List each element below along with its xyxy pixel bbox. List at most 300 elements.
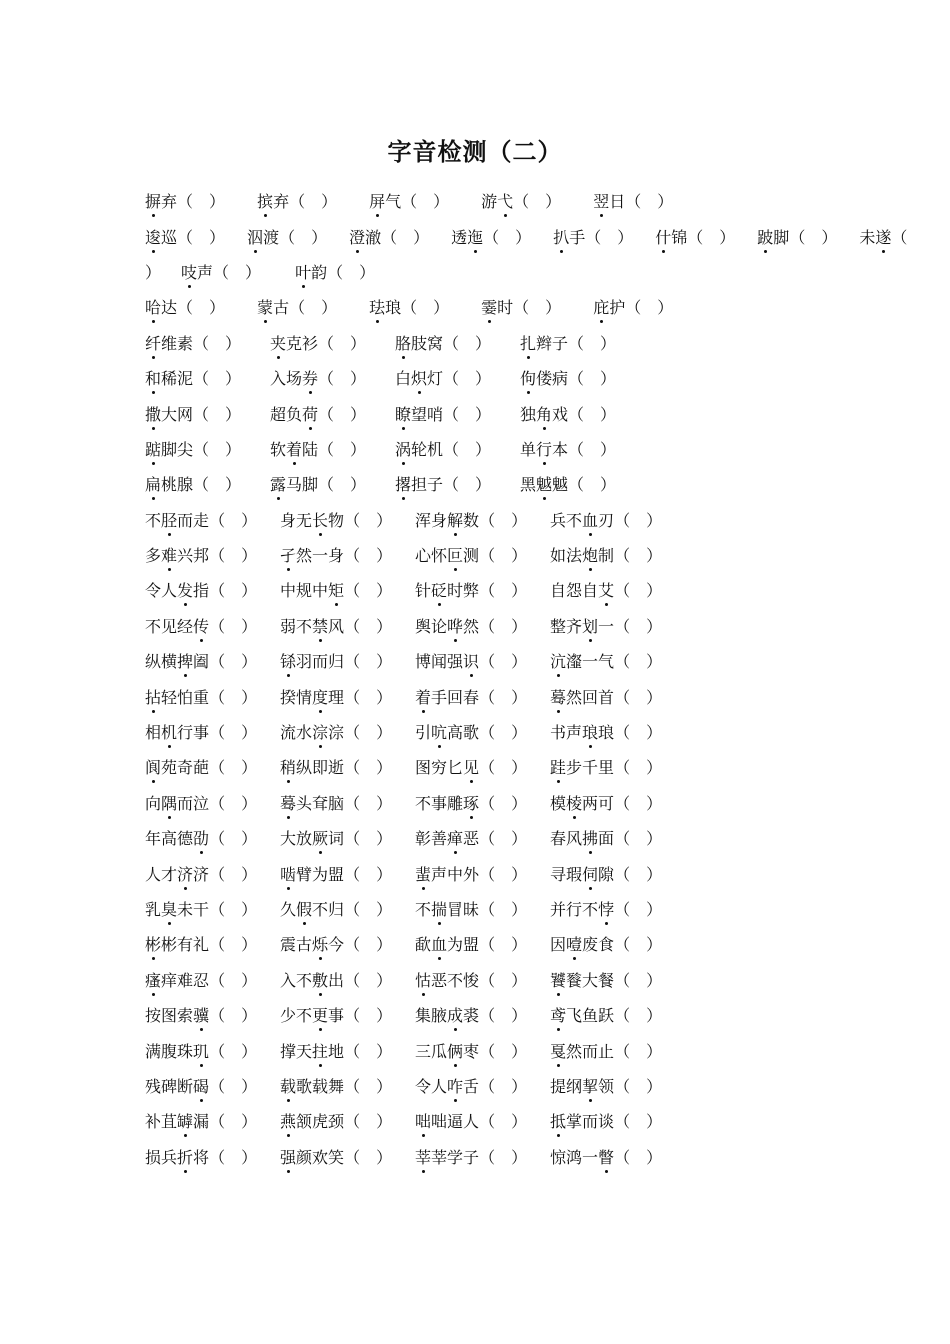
- answer-blank[interactable]: （ ）: [479, 1041, 528, 1061]
- emphasis-dot-char: 噎: [566, 932, 582, 955]
- word-item: [145, 791, 280, 814]
- emphasis-dot-char: 行: [536, 437, 552, 460]
- answer-blank[interactable]: （ ）: [344, 900, 393, 919]
- emphasis-dot-char: 悖: [598, 897, 614, 920]
- emphasis-dot-char: 见: [463, 755, 479, 778]
- answer-blank[interactable]: （ ）: [193, 369, 242, 389]
- word-item: [145, 649, 280, 672]
- answer-blank[interactable]: （ ）: [193, 439, 242, 459]
- answer-blank[interactable]: （ ）: [177, 298, 226, 318]
- answer-blank[interactable]: （ ）: [625, 298, 674, 318]
- answer-blank[interactable]: （ ）: [443, 369, 492, 389]
- emphasis-dot-char: 更: [312, 1003, 328, 1026]
- word-item: [270, 331, 395, 354]
- word-text: 心怀叵测: [415, 546, 479, 565]
- answer-blank[interactable]: （ ）: [614, 793, 663, 813]
- emphasis-dot-char: 隅: [161, 791, 177, 814]
- answer-blank[interactable]: （ ）: [614, 970, 663, 990]
- word-text: 扎辫子: [520, 334, 568, 353]
- word-item: [145, 331, 270, 354]
- question-row: [145, 537, 825, 572]
- answer-blank[interactable]: （ ）: [443, 475, 492, 495]
- emphasis-dot-char: 成: [447, 1003, 463, 1026]
- question-row: [145, 749, 825, 784]
- answer-blank[interactable]: （ ）: [401, 192, 450, 212]
- emphasis-dot-char: 罅: [177, 1109, 193, 1132]
- answer-blank[interactable]: （ ）: [614, 510, 663, 530]
- answer-blank[interactable]: （ ）: [209, 652, 258, 672]
- word-item: [859, 225, 907, 248]
- word-text: 佝偻病: [520, 369, 568, 388]
- answer-blank[interactable]: （ ）: [209, 935, 258, 955]
- emphasis-dot-char: 着: [415, 685, 431, 708]
- emphasis-dot-char: 琢: [463, 791, 479, 814]
- word-text: 铩羽而归: [280, 652, 344, 671]
- word-text: 燕颔虎颈: [280, 1112, 344, 1131]
- answer-blank[interactable]: （ ）: [483, 227, 532, 247]
- word-text: 模棱两可: [550, 794, 614, 813]
- answer-blank[interactable]: （ ）: [568, 475, 617, 495]
- answer-blank[interactable]: （ ）: [318, 404, 367, 424]
- answer-blank[interactable]: （ ）: [344, 1006, 393, 1026]
- emphasis-dot-char: 铩: [280, 649, 296, 672]
- word-text: 中规中矩: [280, 581, 344, 600]
- word-item: [280, 1003, 415, 1026]
- word-item: [280, 755, 415, 778]
- word-item: [655, 225, 735, 248]
- answer-blank[interactable]: （ ）: [568, 439, 617, 459]
- question-row: [145, 431, 825, 466]
- answer-blank[interactable]: （ ）: [614, 652, 663, 672]
- word-text: 纵横捭阖: [145, 652, 209, 671]
- emphasis-dot-char: 传: [193, 614, 209, 637]
- word-text: 强颜欢笑: [280, 1148, 344, 1167]
- answer-blank[interactable]: （ ）: [344, 1076, 393, 1096]
- answer-blank[interactable]: （ ）: [614, 935, 663, 955]
- page-title: 字音检测（二）: [387, 137, 563, 166]
- answer-blank[interactable]: （ ）: [209, 616, 258, 636]
- word-item: [415, 791, 550, 814]
- answer-blank[interactable]: （ ）: [614, 546, 663, 566]
- answer-blank[interactable]: （ ）: [209, 1076, 258, 1096]
- word-text: 蒙古: [257, 298, 289, 317]
- emphasis-dot-char: 划: [582, 614, 598, 637]
- answer-blank[interactable]: （ ）: [344, 864, 393, 884]
- word-text: 入场券: [270, 369, 318, 388]
- word-text: 久假不归: [280, 900, 344, 919]
- word-item: [415, 508, 550, 531]
- word-item: [395, 437, 520, 460]
- word-text: 扁桃腺: [145, 475, 193, 494]
- answer-blank[interactable]: （ ）: [193, 404, 242, 424]
- answer-blank[interactable]: （ ）: [443, 404, 492, 424]
- word-item: [145, 755, 280, 778]
- answer-blank[interactable]: （ ）: [479, 829, 528, 849]
- word-item: [415, 649, 550, 672]
- answer-blank[interactable]: （ ）: [625, 192, 674, 212]
- answer-blank[interactable]: （ ）: [443, 333, 492, 353]
- answer-blank[interactable]: （ ）: [614, 1041, 663, 1061]
- word-item: [415, 578, 550, 601]
- word-text: 超负荷: [270, 405, 318, 424]
- answer-blank[interactable]: （ ）: [479, 510, 528, 530]
- word-item: [415, 755, 550, 778]
- answer-blank[interactable]: （ ）: [789, 227, 838, 247]
- answer-blank[interactable]: （: [891, 227, 908, 247]
- question-row: [145, 855, 825, 890]
- word-text: 拈轻怕重: [145, 688, 209, 707]
- word-item: [270, 472, 395, 495]
- emphasis-dot-char: 烁: [312, 932, 328, 955]
- emphasis-dot-char: 咄: [415, 1109, 431, 1132]
- word-text: 彬彬有礼: [145, 935, 209, 954]
- word-item: [280, 1109, 415, 1132]
- answer-blank[interactable]: （ ）: [614, 581, 663, 601]
- answer-blank[interactable]: （ ）: [479, 1147, 528, 1167]
- word-text: 不揣冒昧: [415, 900, 479, 919]
- word-text: 撑天拄地: [280, 1042, 344, 1061]
- emphasis-dot-char: 胳: [395, 331, 411, 354]
- answer-blank[interactable]: （ ）: [479, 546, 528, 566]
- answer-blank[interactable]: （ ）: [209, 546, 258, 566]
- emphasis-dot-char: 炽: [411, 366, 427, 389]
- answer-blank[interactable]: （ ）: [513, 192, 562, 212]
- word-text: 摒弃: [145, 192, 177, 211]
- answer-blank[interactable]: （ ）: [209, 900, 258, 919]
- word-text: 黑魆魆: [520, 475, 568, 494]
- answer-blank[interactable]: （ ）: [344, 970, 393, 990]
- answer-blank[interactable]: （ ）: [614, 900, 663, 919]
- emphasis-dot-char: 俩: [447, 1039, 463, 1062]
- word-text: 什锦: [655, 228, 687, 247]
- word-text: 年高德劭: [145, 829, 209, 848]
- emphasis-dot-char: 蜚: [415, 862, 431, 885]
- word-item: [395, 402, 520, 425]
- answer-blank[interactable]: （ ）: [344, 1147, 393, 1167]
- emphasis-dot-char: 伺: [582, 862, 598, 885]
- word-item: [395, 366, 520, 389]
- word-text: 和稀泥: [145, 369, 193, 388]
- answer-blank[interactable]: （ ）: [213, 262, 262, 282]
- answer-blank[interactable]: （ ）: [479, 793, 528, 813]
- question-row: [145, 572, 825, 607]
- answer-blank[interactable]: （ ）: [344, 723, 393, 743]
- word-text: 不事雕琢: [415, 794, 479, 813]
- word-text: 撒大网: [145, 405, 193, 424]
- answer-blank[interactable]: （ ）: [344, 581, 393, 601]
- emphasis-dot-char: 扒: [553, 225, 569, 248]
- word-text: 图穷匕见: [415, 758, 479, 777]
- word-text: 按图索骥: [145, 1006, 209, 1025]
- word-item: [550, 1039, 685, 1062]
- word-text: 浑身解数: [415, 511, 479, 530]
- answer-blank[interactable]: （ ）: [479, 652, 528, 672]
- word-item: [270, 402, 395, 425]
- answer-blank[interactable]: （ ）: [344, 829, 393, 849]
- word-item: [145, 862, 280, 885]
- question-row: [145, 325, 825, 360]
- emphasis-dot-char: 迤: [467, 225, 483, 248]
- answer-blank[interactable]: （ ）: [209, 1041, 258, 1061]
- word-item: [550, 791, 685, 814]
- word-item: [145, 897, 280, 920]
- answer-blank[interactable]: （ ）: [614, 829, 663, 849]
- word-item: [415, 720, 550, 743]
- word-item: [550, 862, 685, 885]
- emphasis-dot-char: 假: [296, 897, 312, 920]
- word-item: [145, 720, 280, 743]
- word-text: 如法炮制: [550, 546, 614, 565]
- word-item: [145, 472, 270, 495]
- word-item: [415, 685, 550, 708]
- emphasis-dot-char: 拈: [145, 685, 161, 708]
- emphasis-dot-char: 长: [312, 508, 328, 531]
- answer-blank[interactable]: （ ）: [687, 227, 736, 247]
- emphasis-dot-char: 劭: [193, 826, 209, 849]
- emphasis-dot-char: 拂: [582, 826, 598, 849]
- answer-blank[interactable]: （ ）: [614, 687, 663, 707]
- answer-blank[interactable]: （ ）: [327, 262, 376, 282]
- answer-blank[interactable]: （ ）: [209, 1147, 258, 1167]
- word-text: 游弋: [481, 192, 513, 211]
- emphasis-dot-char: 挈: [582, 1074, 598, 1097]
- emphasis-dot-char: 济: [177, 862, 193, 885]
- word-item: [550, 543, 685, 566]
- word-item: [550, 508, 685, 531]
- emphasis-dot-char: 识: [463, 649, 479, 672]
- word-item: [280, 543, 415, 566]
- word-item: [280, 1074, 415, 1097]
- emphasis-dot-char: 魆: [536, 472, 552, 495]
- answer-blank[interactable]: （ ）: [193, 475, 242, 495]
- answer-blank[interactable]: （ ）: [209, 687, 258, 707]
- question-row: [145, 820, 825, 855]
- emphasis-dot-char: 折: [177, 1145, 193, 1168]
- emphasis-dot-char: 吭: [431, 720, 447, 743]
- word-text: 人才济济: [145, 865, 209, 884]
- question-row: [145, 395, 825, 430]
- answer-blank[interactable]: （ ）: [479, 864, 528, 884]
- answer-blank[interactable]: （ ）: [209, 970, 258, 990]
- answer-blank[interactable]: （ ）: [209, 1006, 258, 1026]
- answer-blank[interactable]: （ ）: [614, 1076, 663, 1096]
- answer-blank[interactable]: （ ）: [289, 192, 338, 212]
- answer-blank[interactable]: （ ）: [479, 970, 528, 990]
- answer-blank[interactable]: （ ）: [443, 439, 492, 459]
- answer-blank[interactable]: （ ）: [479, 616, 528, 636]
- answer-blank[interactable]: （ ）: [479, 1076, 528, 1096]
- word-item: [145, 578, 280, 601]
- word-text: 踮脚尖: [145, 440, 193, 459]
- word-text: 春风拂面: [550, 829, 614, 848]
- answer-blank[interactable]: （ ）: [344, 793, 393, 813]
- answer-blank[interactable]: （ ）: [479, 1006, 528, 1026]
- emphasis-dot-char: 捭: [177, 649, 193, 672]
- word-item: [280, 649, 415, 672]
- emphasis-dot-char: 和: [145, 366, 161, 389]
- word-text: 大放厥词: [280, 829, 344, 848]
- answer-blank[interactable]: （ ）: [479, 687, 528, 707]
- word-item: [593, 189, 673, 212]
- emphasis-dot-char: 玑: [193, 1039, 209, 1062]
- emphasis-dot-char: 庇: [593, 295, 609, 318]
- emphasis-dot-char: 涡: [395, 437, 411, 460]
- question-row: [145, 678, 825, 713]
- word-text: 蜚声中外: [415, 865, 479, 884]
- word-text: 流水淙淙: [280, 723, 344, 742]
- emphasis-dot-char: 瞥: [598, 1145, 614, 1168]
- word-item: [280, 862, 415, 885]
- emphasis-dot-char: 荷: [302, 402, 318, 425]
- emphasis-dot-char: 稍: [280, 755, 296, 778]
- emphasis-dot-char: 蒙: [257, 295, 273, 318]
- answer-blank[interactable]: （ ）: [344, 510, 393, 530]
- word-text: 博闻强识: [415, 652, 479, 671]
- answer-blank[interactable]: （ ）: [344, 758, 393, 778]
- emphasis-dot-char: 艾: [598, 578, 614, 601]
- answer-blank[interactable]: （ ）: [479, 935, 528, 955]
- answer-blank[interactable]: （ ）: [614, 723, 663, 743]
- answer-blank[interactable]: （ ）: [209, 758, 258, 778]
- word-text: 震古烁今: [280, 935, 344, 954]
- word-item: [550, 649, 685, 672]
- word-text: 哈达: [145, 298, 177, 317]
- emphasis-dot-char: 摒: [145, 189, 161, 212]
- question-row: [145, 785, 825, 820]
- answer-blank[interactable]: （ ）: [479, 758, 528, 778]
- word-text: 书声琅琅: [550, 723, 614, 742]
- question-row: [145, 926, 825, 961]
- answer-blank[interactable]: （ ）: [318, 333, 367, 353]
- word-text: 啮臂为盟: [280, 865, 344, 884]
- word-item: [593, 295, 673, 318]
- answer-blank[interactable]: （ ）: [344, 935, 393, 955]
- question-row: [145, 218, 908, 253]
- answer-blank[interactable]: （ ）: [479, 900, 528, 919]
- answer-blank[interactable]: （ ）: [614, 616, 663, 636]
- answer-blank[interactable]: （ ）: [614, 1147, 663, 1167]
- answer-blank[interactable]: （ ）: [568, 404, 617, 424]
- answer-blank[interactable]: （ ）: [209, 581, 258, 601]
- word-text: 蓦然回首: [550, 688, 614, 707]
- word-item: [145, 614, 280, 637]
- answer-blank[interactable]: （ ）: [344, 652, 393, 672]
- answer-blank[interactable]: （ ）: [289, 298, 338, 318]
- emphasis-dot-char: 禁: [312, 614, 328, 637]
- word-text: 摈弃: [257, 192, 289, 211]
- emphasis-dot-char: 夹: [270, 331, 286, 354]
- answer-blank[interactable]: （ ）: [381, 227, 430, 247]
- word-item: [415, 1109, 550, 1132]
- word-text: 白炽灯: [395, 369, 443, 388]
- emphasis-dot-char: 叵: [447, 543, 463, 566]
- word-text: 孑然一身: [280, 546, 344, 565]
- answer-blank[interactable]: （ ）: [614, 1006, 663, 1026]
- emphasis-dot-char: 逡: [145, 225, 161, 248]
- word-item: [520, 331, 645, 354]
- word-text: 满腹珠玑: [145, 1042, 209, 1061]
- answer-blank[interactable]: （ ）: [209, 864, 258, 884]
- word-text: 瞭望哨: [395, 405, 443, 424]
- word-item: [415, 1145, 550, 1168]
- word-item: [415, 862, 550, 885]
- emphasis-dot-char: 踮: [145, 437, 161, 460]
- word-text: 蓦头耷脑: [280, 794, 344, 813]
- emphasis-dot-char: 载: [280, 1074, 296, 1097]
- emphasis-dot-char: 遂: [875, 225, 891, 248]
- answer-blank[interactable]: （ ）: [177, 227, 226, 247]
- word-item: [280, 614, 415, 637]
- word-item: [181, 260, 261, 283]
- emphasis-dot-char: 撒: [145, 402, 161, 425]
- answer-blank[interactable]: （ ）: [344, 1041, 393, 1061]
- word-text: 自怨自艾: [550, 581, 614, 600]
- answer-blank[interactable]: （ ）: [614, 1112, 663, 1132]
- answer-blank[interactable]: （ ）: [344, 687, 393, 707]
- question-row: [145, 1032, 825, 1067]
- answer-blank[interactable]: （ ）: [193, 333, 242, 353]
- emphasis-dot-char: 霎: [481, 295, 497, 318]
- emphasis-dot-char: 拄: [312, 1039, 328, 1062]
- answer-blank[interactable]: （ ）: [318, 369, 367, 389]
- emphasis-dot-char: 蓦: [280, 791, 296, 814]
- emphasis-dot-char: 哗: [447, 614, 463, 637]
- question-row: [145, 1139, 825, 1174]
- word-item: [550, 1145, 685, 1168]
- answer-blank[interactable]: （ ）: [318, 475, 367, 495]
- answer-blank[interactable]: （ ）: [614, 864, 663, 884]
- answer-blank[interactable]: （ ）: [344, 1112, 393, 1132]
- question-row: [145, 183, 825, 218]
- word-item: [145, 402, 270, 425]
- emphasis-dot-char: 矩: [328, 578, 344, 601]
- answer-blank[interactable]: （ ）: [614, 758, 663, 778]
- word-text: 抵掌而谈: [550, 1112, 614, 1131]
- answer-blank[interactable]: （ ）: [479, 723, 528, 743]
- word-item: [280, 897, 415, 920]
- answer-blank[interactable]: （ ）: [344, 546, 393, 566]
- word-item: [145, 1074, 280, 1097]
- answer-blank[interactable]: （ ）: [568, 333, 617, 353]
- answer-blank[interactable]: （ ）: [209, 793, 258, 813]
- answer-blank[interactable]: （ ）: [209, 829, 258, 849]
- word-item: [550, 897, 685, 920]
- word-text: 涡轮机: [395, 440, 443, 459]
- word-text: 引吭高歌: [415, 723, 479, 742]
- word-item: [145, 826, 280, 849]
- word-text: 令人发指: [145, 581, 209, 600]
- answer-blank[interactable]: （ ）: [279, 227, 328, 247]
- answer-blank[interactable]: （ ）: [177, 192, 226, 212]
- answer-blank[interactable]: （ ）: [401, 298, 450, 318]
- answer-blank[interactable]: （ ）: [318, 439, 367, 459]
- word-text: 单行本: [520, 440, 568, 459]
- word-text: 阆苑奇葩: [145, 758, 209, 777]
- word-text: 稍纵即逝: [280, 758, 344, 777]
- question-row: [145, 1068, 825, 1103]
- emphasis-dot-char: 莘: [415, 1145, 431, 1168]
- answer-blank[interactable]: （ ）: [209, 723, 258, 743]
- answer-blank[interactable]: （ ）: [209, 1112, 258, 1132]
- question-row: [145, 608, 825, 643]
- answer-blank[interactable]: （ ）: [568, 369, 617, 389]
- answer-blank[interactable]: （ ）: [585, 227, 634, 247]
- answer-blank[interactable]: （ ）: [344, 616, 393, 636]
- answer-blank[interactable]: （ ）: [479, 581, 528, 601]
- answer-blank[interactable]: （ ）: [209, 510, 258, 530]
- answer-blank[interactable]: （ ）: [479, 1112, 528, 1132]
- answer-blank[interactable]: （ ）: [513, 298, 562, 318]
